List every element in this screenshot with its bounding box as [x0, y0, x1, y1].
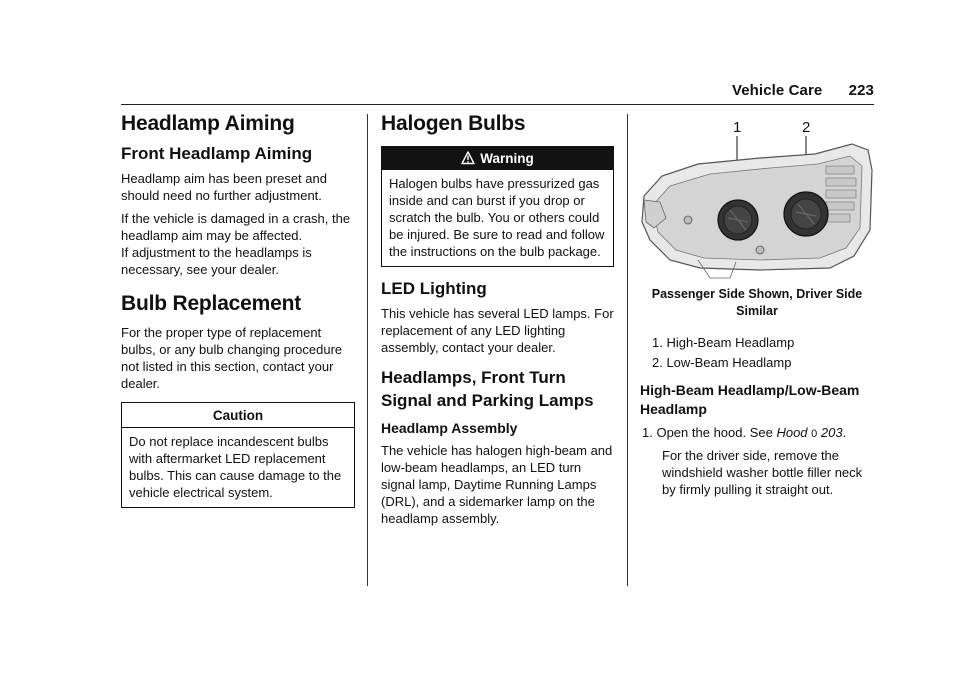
heading-headlamp-aiming: Headlamp Aiming [121, 112, 295, 135]
step-1-detail: For the driver side, remove the windshield washer bottle filler neck by firmly pulling it straight out. [662, 448, 863, 497]
list-item: 2. Low-Beam Headlamp [652, 355, 792, 370]
heading-high-low-beam: High-Beam Headlamp/Low-Beam Headlamp [640, 382, 860, 417]
heading-front-headlamp-aiming: Front Headlamp Aiming [121, 144, 313, 163]
xref-hood-link[interactable]: Hood [776, 425, 808, 440]
page-ref-icon: 0 [811, 428, 818, 440]
warning-box [381, 146, 614, 267]
figure-caption: Passenger Side Shown, Driver Side Similar [651, 287, 863, 318]
paragraph-adjustment: If adjustment to the headlamps is necessary, see your dealer. [121, 245, 312, 277]
header-page-number: 223 [848, 82, 874, 99]
heading-led-lighting: LED Lighting [381, 279, 487, 298]
heading-halogen-bulbs: Halogen Bulbs [381, 112, 526, 135]
step-number: 1. [642, 425, 653, 440]
header-section-title: Vehicle Care [731, 82, 823, 99]
list-item: 1. High-Beam Headlamp [652, 335, 795, 350]
column-divider-2 [627, 114, 628, 586]
paragraph-aim-preset: Headlamp aim has been preset and should need no further adjustment. [121, 171, 327, 203]
warning-title: Warning [480, 151, 534, 166]
page-header [732, 82, 874, 99]
caution-box [121, 402, 355, 508]
column-divider-1 [367, 114, 368, 586]
headlamp-figure [640, 110, 874, 280]
heading-bulb-replacement: Bulb Replacement [121, 292, 302, 315]
heading-headlamps-turn-parking: Headlamps, Front Turn Signal and Parking Lamps [381, 368, 594, 410]
caution-title: Caution [122, 403, 354, 428]
headlamp-assembly-illustration [640, 110, 874, 280]
step-text-end: . [842, 425, 847, 440]
step-1 [642, 424, 874, 498]
caution-body: Do not replace incandescent bulbs with aftermarket LED replacement bulbs. This can cause damage to the vehicle electrical system. [129, 434, 342, 500]
xref-page-number[interactable]: 203 [820, 425, 843, 440]
warning-body: Halogen bulbs have pressurized gas inside and can burst if you drop or scratch the bulb. You or others could be injured. Be sure to read and follow the instructions on the bulb package. [389, 176, 605, 259]
heading-headlamp-assembly: Headlamp Assembly [381, 420, 518, 436]
callout-2: 2 [802, 119, 811, 136]
paragraph-assembly: The vehicle has halogen high-beam and low-beam headlamps, an LED turn signal lamp, Daytime Running Lamps (DRL), and a sidemarker lamp on the headlamp assembly. [381, 443, 613, 526]
paragraph-led: This vehicle has several LED lamps. For replacement of any LED lighting assembly, contact your dealer. [381, 306, 614, 355]
header-rule [121, 104, 874, 105]
column-3 [640, 112, 874, 498]
callout-1: 1 [733, 119, 742, 136]
paragraph-crash-damage: If the vehicle is damaged in a crash, the headlamp aim may be affected. [121, 211, 351, 243]
warning-triangle-icon [461, 151, 475, 165]
parts-list [640, 334, 874, 371]
warning-title-bar [382, 147, 613, 170]
paragraph-replacement-bulbs: For the proper type of replacement bulbs, or any bulb changing procedure not listed in this section, contact your dealer. [121, 325, 343, 391]
column-2 [381, 112, 614, 533]
column-1 [121, 112, 355, 508]
step-text: Open the hood. See [656, 425, 777, 440]
